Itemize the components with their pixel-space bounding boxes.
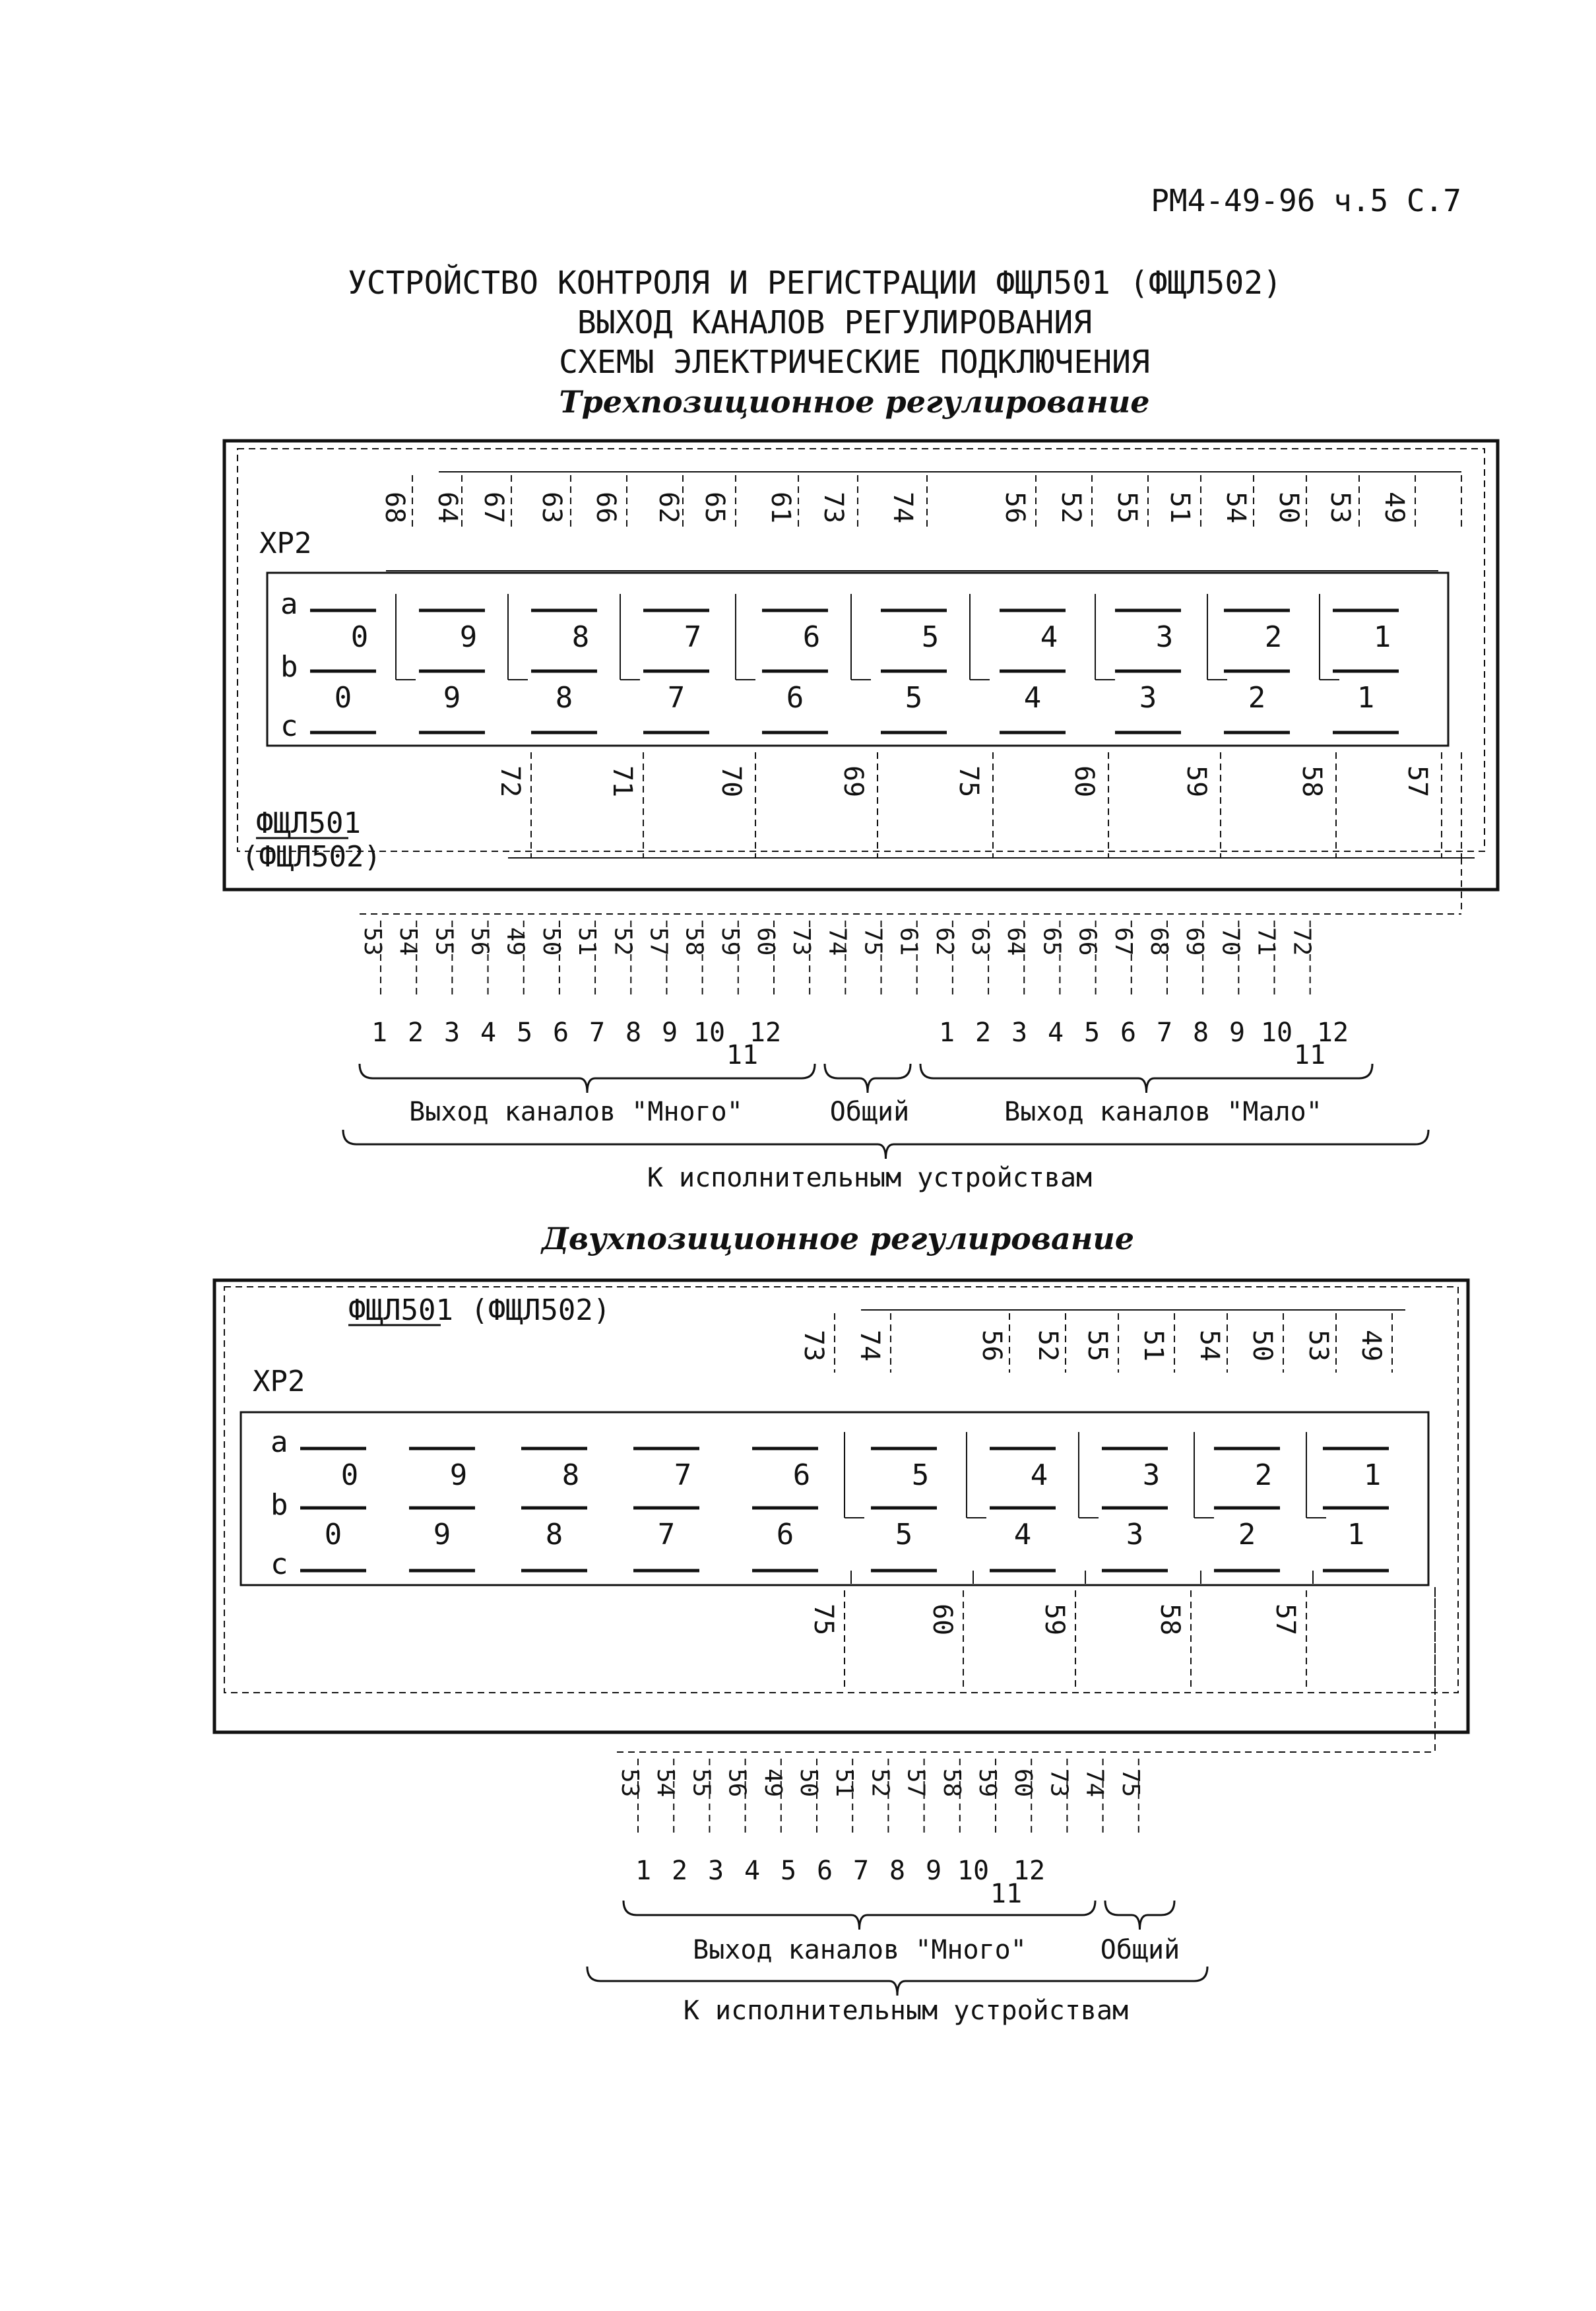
two-pos-terminal-number: 3 — [707, 1856, 724, 1886]
three-pos-top-pin: 73 — [818, 492, 848, 524]
two-pos-digit-c: 3 — [1126, 1518, 1144, 1551]
three-pos-digit-c: 4 — [1023, 681, 1042, 715]
two-pos-terminal-pin: 53 — [616, 1769, 643, 1798]
two-pos-terminal-pin: 52 — [866, 1769, 894, 1798]
two-pos-terminal-pin: 74 — [1081, 1769, 1108, 1798]
three-pos-title: Трехпозиционное регулирование — [559, 384, 1150, 420]
three-pos-digit-b: 2 — [1264, 620, 1283, 654]
three-pos-terminal-number: 3 — [443, 1018, 461, 1048]
two-pos-top-pin: 49 — [1356, 1330, 1386, 1362]
two-pos-bottom-pin: 60 — [927, 1604, 957, 1636]
two-pos-brace-common — [1105, 1901, 1174, 1930]
three-pos-top-pin: 66 — [591, 492, 621, 524]
three-pos-terminal-pin: 71 — [1252, 927, 1280, 956]
two-pos-row-label-b: b — [271, 1488, 288, 1522]
two-pos-digit-b: 0 — [340, 1458, 359, 1492]
three-pos-terminal-number: 7 — [1156, 1018, 1173, 1048]
two-pos-top-pin: 54 — [1194, 1330, 1225, 1362]
two-pos-bottom-pin: 75 — [808, 1604, 839, 1636]
three-pos-digit-c: 9 — [443, 681, 461, 715]
three-pos-digit-b: 1 — [1373, 620, 1391, 654]
three-pos-digit-c: 1 — [1357, 681, 1375, 715]
two-pos-top-pin: 56 — [976, 1330, 1007, 1362]
three-pos-terminal-pin: 50 — [537, 927, 565, 956]
two-pos-digit-b: 2 — [1254, 1458, 1273, 1492]
two-pos-connector-label: ХР2 — [253, 1365, 305, 1398]
three-pos-terminal-number: 9 — [1229, 1018, 1246, 1048]
page-number: РМ4-49-96 ч.5 С.7 — [1151, 183, 1461, 218]
two-pos-top-pin: 55 — [1082, 1330, 1112, 1362]
three-pos-terminal-number: 11 — [726, 1040, 759, 1070]
two-pos-contacts — [300, 1432, 1389, 1584]
two-pos-terminal-number: 6 — [816, 1856, 833, 1886]
two-pos-digit-c: 6 — [776, 1518, 794, 1551]
three-pos-terminal-number: 6 — [1120, 1018, 1137, 1048]
two-pos-terminal-pin: 75 — [1116, 1769, 1144, 1798]
title-schemes: СХЕМЫ ЭЛЕКТРИЧЕСКИЕ ПОДКЛЮЧЕНИЯ — [559, 344, 1150, 381]
three-pos-terminal-pin: 61 — [895, 927, 922, 956]
three-pos-terminal-pin: 74 — [823, 927, 851, 956]
three-pos-digit-c: 3 — [1139, 681, 1157, 715]
three-pos-terminal-pin: 65 — [1038, 927, 1066, 956]
three-pos-label-devices: К исполнительным устройствам — [647, 1163, 1093, 1193]
three-pos-row-label-b: b — [280, 650, 298, 684]
two-position-diagram — [214, 1280, 1468, 2026]
three-pos-terminal-number: 2 — [407, 1018, 424, 1048]
three-pos-terminal-number: 6 — [552, 1018, 569, 1048]
three-pos-digit-b: 5 — [921, 620, 940, 654]
three-pos-terminal-pin: 55 — [430, 927, 458, 956]
two-pos-top-pin: 52 — [1033, 1330, 1063, 1362]
three-pos-digit-c: 7 — [667, 681, 686, 715]
three-pos-top-pin: 65 — [699, 492, 730, 524]
three-pos-terminal-number: 1 — [371, 1018, 388, 1048]
three-pos-terminal-number: 5 — [516, 1018, 533, 1048]
two-pos-terminal-pin: 57 — [902, 1769, 930, 1798]
three-pos-terminal-pin: 49 — [501, 927, 529, 956]
three-pos-top-pin: 74 — [887, 492, 918, 524]
three-pos-terminal-pin: 67 — [1109, 927, 1137, 956]
three-pos-bottom-pin: 71 — [607, 765, 637, 798]
two-pos-terminal-pin: 60 — [1009, 1769, 1037, 1798]
three-pos-top-pin: 64 — [432, 492, 463, 524]
two-pos-top-pin: 53 — [1303, 1330, 1333, 1362]
two-pos-top-pins — [798, 1310, 1405, 1373]
two-pos-device-label: ФЩЛ501 (ФЩЛ502) — [348, 1293, 611, 1327]
three-pos-contact-box — [267, 573, 1448, 746]
two-pos-terminal-number: 1 — [635, 1856, 652, 1886]
three-pos-digit-b: 8 — [571, 620, 590, 654]
three-pos-label-common: Общий — [829, 1097, 910, 1127]
three-pos-top-pin: 51 — [1165, 492, 1195, 524]
three-pos-terminal-number: 10 — [693, 1018, 726, 1048]
three-pos-terminal-number: 7 — [589, 1018, 606, 1048]
three-pos-terminal-number: 12 — [1316, 1018, 1349, 1048]
three-pos-digit-b: 9 — [459, 620, 478, 654]
title-outputs: ВЫХОД КАНАЛОВ РЕГУЛИРОВАНИЯ — [577, 304, 1093, 341]
three-pos-terminal-number: 11 — [1293, 1040, 1326, 1070]
two-pos-digit-b: 1 — [1363, 1458, 1382, 1492]
two-pos-terminal-number: 2 — [671, 1856, 688, 1886]
three-pos-bottom-pin: 57 — [1402, 765, 1432, 798]
three-pos-terminal-pin: 63 — [967, 927, 994, 956]
three-pos-digit-c: 5 — [905, 681, 923, 715]
three-pos-terminal-number: 1 — [938, 1018, 955, 1048]
two-pos-bottom-pins — [617, 1587, 1435, 1752]
three-pos-terminal-pin: 52 — [609, 927, 637, 956]
three-pos-terminal-number: 8 — [1192, 1018, 1209, 1048]
three-pos-label-few: Выход каналов "Мало" — [1004, 1097, 1322, 1127]
two-pos-digit-c: 7 — [657, 1518, 676, 1551]
two-pos-digit-c: 4 — [1013, 1518, 1032, 1551]
two-pos-title: Двухпозиционное регулирование — [541, 1221, 1135, 1256]
title-device: УСТРОЙСТВО КОНТРОЛЯ И РЕГИСТРАЦИИ ФЩЛ501 (ФЩЛ502) — [347, 265, 1283, 302]
two-pos-digit-b: 3 — [1142, 1458, 1161, 1492]
two-pos-terminal-number: 9 — [925, 1856, 942, 1886]
two-pos-terminal-pin: 56 — [723, 1769, 751, 1798]
two-pos-terminal-pin: 58 — [938, 1769, 965, 1798]
two-pos-terminal-pin: 49 — [759, 1769, 786, 1798]
three-pos-device-label-1: ФЩЛ501 — [256, 806, 361, 840]
three-pos-top-pins — [379, 472, 1461, 571]
two-pos-label-many: Выход каналов "Много" — [693, 1935, 1027, 1965]
three-pos-digit-b: 6 — [802, 620, 821, 654]
three-pos-terminal-number: 4 — [480, 1018, 497, 1048]
three-pos-terminal-pin: 72 — [1288, 927, 1316, 956]
three-pos-bottom-pin: 72 — [495, 765, 525, 798]
two-pos-digit-b: 9 — [449, 1458, 468, 1492]
three-pos-terminal-pin: 66 — [1073, 927, 1101, 956]
two-pos-bottom-pin: 59 — [1039, 1604, 1069, 1636]
three-pos-digit-c: 8 — [555, 681, 573, 715]
three-pos-device-label-2: (ФЩЛ502) — [241, 840, 381, 874]
three-pos-bottom-pin: 60 — [1069, 765, 1099, 798]
three-pos-digit-b: 3 — [1155, 620, 1174, 654]
three-pos-terminal-pin: 62 — [930, 927, 958, 956]
two-pos-digit-c: 1 — [1347, 1518, 1365, 1551]
three-pos-top-pin: 68 — [379, 492, 410, 524]
two-pos-terminal-number: 12 — [1013, 1856, 1046, 1886]
three-pos-top-pin: 63 — [536, 492, 567, 524]
two-pos-contact-box — [241, 1412, 1428, 1585]
two-pos-terminal-pin: 55 — [687, 1769, 715, 1798]
two-pos-terminal-number: 8 — [889, 1856, 906, 1886]
three-pos-terminal-pin: 64 — [1002, 927, 1030, 956]
three-pos-top-pin: 62 — [653, 492, 684, 524]
three-pos-top-pin: 49 — [1379, 492, 1409, 524]
two-pos-terminal-pin: 50 — [795, 1769, 822, 1798]
three-pos-terminal-pin: 69 — [1181, 927, 1209, 956]
two-pos-terminal-number: 5 — [780, 1856, 797, 1886]
three-pos-digit-b: 7 — [684, 620, 702, 654]
two-pos-digit-b: 5 — [911, 1458, 930, 1492]
two-pos-top-pin: 50 — [1247, 1330, 1277, 1362]
two-pos-terminal-pin: 51 — [831, 1769, 858, 1798]
three-pos-terminal-pin: 54 — [395, 927, 422, 956]
three-pos-bottom-pin: 70 — [716, 765, 746, 798]
three-pos-terminal-pin: 73 — [788, 927, 815, 956]
three-pos-terminal-number: 9 — [661, 1018, 678, 1048]
two-pos-terminal-pin: 73 — [1045, 1769, 1073, 1798]
two-pos-terminal-pin: 59 — [974, 1769, 1001, 1798]
two-pos-terminal-number: 7 — [852, 1856, 870, 1886]
two-pos-terminal-number: 4 — [744, 1856, 761, 1886]
two-pos-digit-c: 2 — [1238, 1518, 1256, 1551]
two-pos-terminal-number: 10 — [957, 1856, 990, 1886]
three-pos-bottom-pin: 69 — [838, 765, 868, 798]
three-pos-top-pin: 54 — [1221, 492, 1251, 524]
three-pos-terminal-number: 3 — [1011, 1018, 1028, 1048]
three-pos-terminal-number: 8 — [625, 1018, 642, 1048]
three-pos-terminal-pin: 70 — [1217, 927, 1244, 956]
three-pos-connector-label: ХР2 — [259, 527, 312, 560]
three-pos-digit-c: 0 — [334, 681, 352, 715]
three-pos-terminal-number: 10 — [1260, 1018, 1293, 1048]
three-pos-terminal-number: 12 — [749, 1018, 782, 1048]
three-pos-top-pin: 55 — [1112, 492, 1142, 524]
three-pos-terminal-pin: 57 — [645, 927, 672, 956]
three-pos-contacts — [310, 594, 1399, 732]
three-pos-terminal-number: 4 — [1047, 1018, 1064, 1048]
two-pos-digit-c: 9 — [433, 1518, 451, 1551]
two-pos-row-label-a: a — [271, 1425, 288, 1459]
three-pos-top-pin: 53 — [1325, 492, 1355, 524]
two-pos-terminal-pin: 54 — [652, 1769, 680, 1798]
three-position-diagram — [224, 441, 1498, 1193]
two-pos-top-pin: 51 — [1138, 1330, 1168, 1362]
three-pos-digit-b: 4 — [1040, 620, 1058, 654]
three-pos-top-pin: 50 — [1273, 492, 1304, 524]
two-pos-digit-b: 7 — [674, 1458, 692, 1492]
three-pos-terminal-number: 2 — [974, 1018, 992, 1048]
three-pos-digit-c: 6 — [786, 681, 804, 715]
three-pos-terminal-pin: 59 — [716, 927, 744, 956]
three-pos-outer-frame — [224, 441, 1498, 890]
two-pos-digit-c: 0 — [324, 1518, 342, 1551]
two-pos-label-common: Общий — [1100, 1935, 1180, 1965]
two-pos-digit-c: 5 — [895, 1518, 913, 1551]
three-pos-brace-common — [825, 1064, 910, 1093]
three-pos-row-label-c: c — [280, 709, 298, 743]
two-pos-bottom-pin: 58 — [1155, 1604, 1185, 1636]
three-pos-terminal-pin: 60 — [751, 927, 779, 956]
three-pos-bottom-pin: 58 — [1296, 765, 1327, 798]
three-pos-terminal-pin: 68 — [1145, 927, 1172, 956]
three-pos-terminal-pin: 56 — [466, 927, 494, 956]
two-pos-bottom-pin: 57 — [1270, 1604, 1300, 1636]
two-pos-top-pin: 73 — [798, 1330, 829, 1362]
three-pos-top-pin: 56 — [1000, 492, 1030, 524]
two-pos-label-devices: К исполнительным устройствам — [683, 1996, 1129, 2026]
two-pos-row-label-c: c — [271, 1547, 288, 1581]
three-pos-label-many: Выход каналов "Много" — [409, 1097, 743, 1127]
three-pos-top-pin: 67 — [478, 492, 509, 524]
two-pos-digit-b: 4 — [1030, 1458, 1048, 1492]
three-pos-top-pin: 61 — [765, 492, 796, 524]
three-pos-terminal-pin: 75 — [859, 927, 887, 956]
three-pos-terminal-pin: 58 — [680, 927, 708, 956]
three-pos-row-label-a: a — [280, 587, 298, 621]
three-pos-brace-all — [343, 1130, 1428, 1159]
three-pos-bottom-pin: 75 — [953, 765, 984, 798]
three-pos-terminal-number: 5 — [1083, 1018, 1101, 1048]
three-pos-digit-c: 2 — [1248, 681, 1266, 715]
three-pos-digit-b: 0 — [350, 620, 369, 654]
three-pos-terminal-pin: 53 — [359, 927, 386, 956]
three-pos-top-pin: 52 — [1056, 492, 1086, 524]
two-pos-brace-all — [587, 1967, 1207, 1996]
two-pos-digit-c: 8 — [545, 1518, 563, 1551]
three-pos-bottom-pin: 59 — [1181, 765, 1211, 798]
two-pos-top-pin: 74 — [854, 1330, 885, 1362]
two-pos-digit-b: 6 — [792, 1458, 811, 1492]
two-pos-digit-b: 8 — [561, 1458, 580, 1492]
three-pos-terminal-pin: 51 — [573, 927, 601, 956]
two-pos-brace-many — [623, 1901, 1095, 1930]
two-pos-terminal-number: 11 — [990, 1879, 1023, 1909]
